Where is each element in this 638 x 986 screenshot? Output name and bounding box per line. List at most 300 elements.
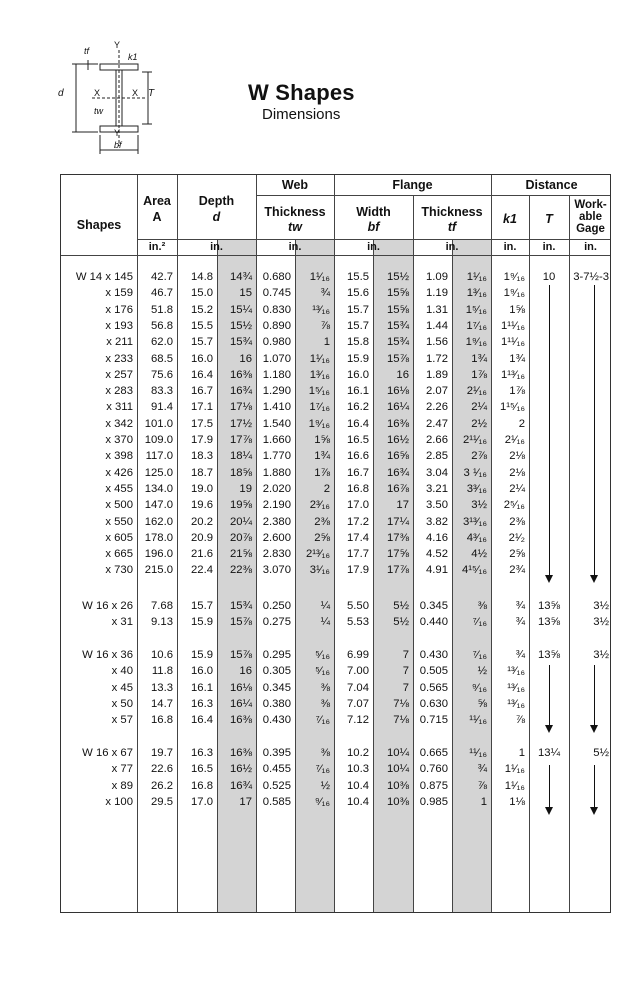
header-flange: Flange	[392, 178, 433, 192]
cell-flange-thickness-fraction: 1⁷⁄₁₆	[466, 319, 487, 332]
cell-flange-width-fraction: 15⅝	[387, 303, 409, 316]
cell-depth-fraction: 17	[239, 795, 252, 808]
cell-shape: x 176	[105, 303, 133, 316]
cell-flange-thickness-fraction: 1⁹⁄₁₆	[465, 336, 487, 349]
cell-depth-fraction: 16¼	[230, 697, 252, 710]
cell-web-thickness: 1.770	[262, 450, 291, 463]
diagram-label-tf: tf	[84, 46, 90, 56]
cell-gage: 3½	[593, 649, 609, 661]
cell-flange-thickness: 1.56	[426, 336, 448, 349]
cell-flange-width-fraction: 5½	[393, 616, 409, 629]
cell-depth-fraction: 16⅜	[230, 368, 252, 381]
cell-web-thickness-fraction: 1¹⁄₁₆	[309, 352, 330, 365]
row-divider	[256, 195, 610, 196]
cell-T: 13⅝	[538, 616, 560, 629]
cell-flange-thickness: 0.875	[419, 779, 448, 792]
cell-flange-width: 17.9	[347, 564, 369, 577]
cell-shape: x 550	[105, 515, 133, 528]
cell-T: 10	[542, 271, 556, 283]
cell-area: 62.0	[151, 336, 173, 349]
cell-depth: 18.7	[191, 466, 213, 479]
cell-k1: ¹³⁄₁₆	[507, 681, 525, 694]
cell-flange-width: 16.0	[347, 368, 369, 381]
cell-depth: 16.1	[191, 681, 213, 694]
cell-flange-width-fraction: 10¼	[387, 747, 409, 759]
cell-flange-thickness: 4.52	[426, 548, 448, 561]
down-arrow-icon	[549, 765, 550, 807]
cell-depth-fraction: 16⅜	[230, 747, 252, 759]
cell-web-thickness-fraction: 1⅝	[314, 434, 330, 446]
cell-k1: 1⅞	[509, 385, 525, 398]
header-shapes: Shapes	[76, 218, 122, 232]
cell-flange-width: 7.04	[347, 681, 369, 694]
cell-gage: 3½	[593, 600, 609, 612]
cell-web-thickness: 0.395	[262, 747, 291, 759]
cell-area: 109.0	[144, 434, 173, 446]
cell-area: 147.0	[144, 499, 173, 512]
cell-web-thickness: 2.380	[262, 515, 291, 528]
cell-depth-fraction: 16	[239, 665, 252, 678]
cell-web-thickness: 1.070	[262, 352, 291, 365]
cell-web-thickness-fraction: 1⁹⁄₁₆	[308, 417, 330, 430]
cell-k1: ¾	[515, 600, 525, 612]
cell-area: 91.4	[151, 401, 173, 414]
cell-depth: 20.9	[191, 531, 213, 544]
cell-shape: x 283	[105, 385, 133, 398]
cell-web-thickness: 0.380	[262, 697, 291, 710]
header-depth: Depth	[198, 194, 235, 208]
cell-flange-width: 10.2	[347, 747, 369, 759]
cell-flange-thickness: 1.89	[426, 368, 448, 381]
cell-flange-width-fraction: 16⅞	[387, 482, 409, 495]
cell-k1: ¹³⁄₁₆	[507, 697, 525, 710]
cell-flange-width-fraction: 10⅜	[387, 779, 409, 792]
cell-web-thickness: 0.680	[262, 271, 291, 283]
cell-flange-width-fraction: 5½	[393, 600, 409, 612]
cell-depth: 16.7	[191, 385, 213, 398]
cell-k1: 2⅜	[509, 515, 525, 528]
cell-shape: x 57	[111, 714, 133, 727]
cell-shape: W 16 x 26	[82, 600, 133, 612]
cell-depth-fraction: 15½	[230, 319, 252, 332]
cell-area: 14.7	[151, 697, 173, 710]
cell-flange-width: 15.8	[347, 336, 369, 349]
diagram-label-bf: bf	[114, 140, 122, 150]
cell-flange-width-fraction: 17	[396, 499, 409, 512]
cell-flange-width-fraction: 16⅛	[387, 385, 409, 398]
cell-flange-thickness-fraction: 3³⁄₁₆	[466, 482, 487, 495]
cell-depth-fraction: 15⅞	[230, 649, 252, 661]
cell-shape: x 45	[111, 681, 133, 694]
cell-area: 215.0	[144, 564, 173, 577]
diagram-label-y-top: Y	[114, 40, 121, 50]
cell-gage: 3-7½-3	[573, 271, 609, 283]
cell-depth-fraction: 17⅞	[230, 434, 252, 446]
cell-area: 19.7	[151, 747, 173, 759]
header-T: T	[545, 212, 553, 226]
header-k1: k1	[503, 212, 517, 226]
cell-flange-thickness: 1.09	[426, 271, 448, 283]
cell-web-thickness: 0.275	[262, 616, 291, 629]
cell-web-thickness: 0.525	[262, 779, 291, 792]
cell-flange-width: 16.1	[347, 385, 369, 398]
cell-flange-width-fraction: 16⅜	[387, 417, 409, 430]
unit-k1: in.	[503, 241, 517, 253]
cell-web-thickness-fraction: 1¹⁄₁₆	[309, 271, 330, 283]
cell-area: 56.8	[151, 319, 173, 332]
row-divider	[61, 255, 610, 256]
cell-flange-thickness-fraction: 2¹¹⁄₁₆	[462, 434, 487, 446]
cell-area: 16.8	[151, 714, 173, 727]
cell-flange-thickness-fraction: ¾	[477, 763, 487, 776]
cell-flange-width-fraction: 10¼	[387, 763, 409, 776]
cell-web-thickness-fraction: 2	[323, 482, 330, 495]
cell-depth-fraction: 16	[239, 352, 252, 365]
cell-area: 83.3	[151, 385, 173, 398]
cell-depth: 19.6	[191, 499, 213, 512]
cell-area: 162.0	[144, 515, 173, 528]
unit-T: in.	[542, 241, 556, 253]
cell-flange-width: 6.99	[347, 649, 369, 661]
cell-flange-thickness-fraction: 2⅞	[471, 450, 487, 463]
cell-shape: x 31	[111, 616, 133, 629]
cell-depth-fraction: 15¾	[230, 336, 252, 349]
cell-k1: ⅞	[515, 714, 525, 727]
cell-area: 29.5	[151, 795, 173, 808]
cell-flange-thickness: 0.760	[419, 763, 448, 776]
cell-flange-thickness: 0.440	[419, 616, 448, 629]
unit-area: in.²	[148, 241, 166, 253]
cell-depth-fraction: 16¾	[230, 779, 252, 792]
cell-depth: 15.7	[191, 336, 213, 349]
cell-gage: 3½	[593, 616, 609, 629]
cell-shape: x 50	[111, 697, 133, 710]
page-title: W Shapes	[248, 80, 355, 105]
cell-shape: x 730	[105, 564, 133, 577]
cell-k1: 2⅝	[509, 548, 525, 561]
cell-depth: 16.4	[191, 714, 213, 727]
cell-flange-thickness: 1.72	[426, 352, 448, 365]
header-web-thickness: Thickness	[264, 205, 326, 219]
cell-depth-fraction: 16⅜	[230, 714, 252, 727]
cell-k1: 1⁹⁄₁₆	[503, 287, 525, 300]
cell-flange-width-fraction: 16⅝	[387, 450, 409, 463]
cell-shape: x 342	[105, 417, 133, 430]
diagram-label-T: T	[148, 88, 155, 99]
cell-depth: 15.0	[191, 287, 213, 300]
cell-k1: 1⅝	[509, 303, 525, 316]
cell-depth-fraction: 15⅞	[230, 616, 252, 629]
cell-k1: 1	[518, 747, 525, 759]
cell-flange-width: 7.07	[347, 697, 369, 710]
cell-flange-width: 16.7	[347, 466, 369, 479]
cell-flange-width: 17.0	[347, 499, 369, 512]
cell-depth: 22.4	[191, 564, 213, 577]
cell-shape: x 40	[111, 665, 133, 678]
cell-flange-thickness-fraction: ⁷⁄₁₆	[472, 649, 487, 661]
cell-depth-fraction: 20⅞	[230, 531, 252, 544]
cell-flange-width: 16.2	[347, 401, 369, 414]
cell-area: 51.8	[151, 303, 173, 316]
cell-shape: W 16 x 36	[82, 649, 133, 661]
cell-depth: 18.3	[191, 450, 213, 463]
cell-web-thickness-fraction: ⁵⁄₁₆	[315, 665, 330, 678]
cell-web-thickness-fraction: 1⁵⁄₁₆	[308, 385, 330, 398]
cell-flange-width-fraction: 15¾	[387, 336, 409, 349]
cell-gage: 5½	[593, 747, 609, 759]
cell-flange-width-fraction: 16	[396, 368, 409, 381]
page-subtitle: Dimensions	[262, 106, 341, 123]
cell-area: 42.7	[151, 271, 173, 283]
cell-area: 7.68	[151, 600, 173, 612]
cell-web-thickness: 0.745	[262, 287, 291, 300]
header-depth-symbol: d	[212, 210, 221, 224]
cell-flange-width-fraction: 7⅛	[393, 697, 409, 710]
cell-flange-thickness: 0.630	[419, 697, 448, 710]
cell-flange-width: 16.5	[347, 434, 369, 446]
cell-flange-width-fraction: 7	[402, 681, 409, 694]
cell-flange-thickness-fraction: 1⁵⁄₁₆	[465, 303, 487, 316]
cell-web-thickness-fraction: ⁵⁄₁₆	[315, 649, 330, 661]
cell-depth-fraction: 18⅝	[230, 466, 252, 479]
cell-web-thickness: 0.430	[262, 714, 291, 727]
col-divider	[529, 195, 530, 912]
cell-web-thickness: 1.540	[262, 417, 291, 430]
cell-shape: x 257	[105, 368, 133, 381]
cell-shape: x 500	[105, 499, 133, 512]
cell-depth: 16.0	[191, 352, 213, 365]
cell-flange-thickness: 3.04	[426, 466, 448, 479]
cell-flange-width: 5.53	[347, 616, 369, 629]
cell-area: 13.3	[151, 681, 173, 694]
cell-web-thickness: 1.410	[262, 401, 291, 414]
cell-area: 196.0	[144, 548, 173, 561]
cell-flange-thickness-fraction: 3¹³⁄₁₆	[462, 515, 487, 528]
cell-area: 26.2	[151, 779, 173, 792]
cell-web-thickness-fraction: ⁹⁄₁₆	[314, 795, 330, 808]
cell-web-thickness: 1.290	[262, 385, 291, 398]
cell-flange-thickness: 3.50	[426, 499, 448, 512]
cell-flange-thickness-fraction: 4½	[471, 548, 487, 561]
cell-flange-thickness-fraction: ⅞	[477, 779, 487, 792]
cell-k1: ¹³⁄₁₆	[507, 665, 525, 678]
cell-depth: 16.4	[191, 368, 213, 381]
cell-depth-fraction: 16⅛	[230, 681, 252, 694]
cell-k1: 2¹⁄₁₆	[504, 434, 525, 446]
cell-shape: x 100	[105, 795, 133, 808]
cell-flange-thickness: 2.26	[426, 401, 448, 414]
cell-web-thickness: 2.600	[262, 531, 291, 544]
cell-flange-thickness-fraction: 2¹⁄₁₆	[466, 385, 487, 398]
cell-web-thickness: 0.585	[262, 795, 291, 808]
cell-T: 13¼	[538, 747, 560, 759]
cell-k1: 1⅛	[509, 795, 525, 808]
cell-flange-thickness-fraction: ¹¹⁄₁₆	[469, 747, 487, 759]
cell-flange-width: 16.4	[347, 417, 369, 430]
w-shape-section-diagram	[52, 40, 162, 160]
cell-flange-thickness-fraction: ⁷⁄₁₆	[472, 616, 487, 629]
cell-web-thickness: 0.250	[262, 600, 291, 612]
cell-depth-fraction: 17½	[230, 417, 252, 430]
cell-web-thickness-fraction: ⁷⁄₁₆	[315, 714, 330, 727]
cell-flange-thickness-fraction: 1¹⁄₁₆	[466, 271, 487, 283]
cell-area: 134.0	[144, 482, 173, 495]
cell-flange-thickness: 1.19	[426, 287, 448, 300]
cell-depth-fraction: 15¾	[230, 600, 252, 612]
cell-flange-width-fraction: 15⅞	[387, 352, 409, 365]
cell-flange-width-fraction: 7	[402, 649, 409, 661]
cell-depth-fraction: 17⅛	[230, 401, 252, 414]
cell-area: 46.7	[151, 287, 173, 300]
cell-k1: 1¹⁵⁄₁₆	[500, 401, 525, 414]
cell-web-thickness-fraction: 1³⁄₁₆	[309, 368, 330, 381]
cell-flange-width: 15.9	[347, 352, 369, 365]
cell-depth: 16.5	[191, 763, 213, 776]
header-flange-thickness: Thickness	[421, 205, 483, 219]
cell-flange-thickness: 2.47	[426, 417, 448, 430]
down-arrow-icon	[594, 285, 595, 575]
cell-flange-thickness: 2.07	[426, 385, 448, 398]
unit-flange-thickness: in.	[445, 241, 459, 253]
cell-depth-fraction: 21⅝	[230, 548, 252, 561]
cell-flange-thickness-fraction: ¹¹⁄₁₆	[469, 714, 487, 727]
cell-flange-width: 10.3	[347, 763, 369, 776]
cell-web-thickness: 0.345	[262, 681, 291, 694]
diagram-label-y-bottom: Y	[114, 128, 121, 138]
cell-web-thickness-fraction: ½	[320, 779, 330, 792]
diagram-label-tw: tw	[94, 106, 103, 116]
cell-depth: 17.0	[191, 795, 213, 808]
cell-area: 11.8	[151, 665, 173, 678]
cell-T: 13⅝	[538, 649, 560, 661]
cell-shape: x 193	[105, 319, 133, 332]
cell-web-thickness: 0.890	[262, 319, 291, 332]
cell-depth-fraction: 16¾	[230, 385, 252, 398]
cell-depth: 15.2	[191, 303, 213, 316]
cell-shape: x 233	[105, 352, 133, 365]
cell-flange-thickness: 1.31	[426, 303, 448, 316]
diagram-label-d: d	[58, 88, 64, 99]
header-area-symbol: A	[152, 210, 162, 224]
cell-web-thickness-fraction: 2⅝	[314, 531, 330, 544]
header-web: Web	[281, 178, 309, 192]
dimensions-table	[60, 174, 611, 913]
cell-depth: 15.9	[191, 616, 213, 629]
cell-web-thickness: 2.830	[262, 548, 291, 561]
cell-web-thickness-fraction: ¼	[320, 600, 330, 612]
cell-flange-width: 15.6	[347, 287, 369, 300]
cell-flange-width-fraction: 17⅞	[387, 564, 409, 577]
diagram-label-x-right: X	[132, 88, 139, 98]
cell-depth: 19.0	[191, 482, 213, 495]
cell-web-thickness-fraction: 1⅞	[314, 466, 330, 479]
cell-web-thickness-fraction: 1⁷⁄₁₆	[309, 401, 330, 414]
cell-shape: W 14 x 145	[75, 271, 133, 283]
cell-flange-width-fraction: 16¼	[387, 401, 409, 414]
i-beam-icon	[52, 40, 162, 160]
cell-depth-fraction: 15¼	[230, 303, 252, 316]
cell-flange-width-fraction: 15¾	[387, 319, 409, 332]
cell-web-thickness-fraction: 1	[323, 336, 330, 349]
cell-depth-fraction: 18¼	[230, 450, 252, 463]
cell-depth: 16.0	[191, 665, 213, 678]
cell-flange-width: 10.4	[347, 795, 369, 808]
cell-flange-thickness: 4.91	[426, 564, 448, 577]
cell-shape: x 455	[105, 482, 133, 495]
cell-flange-width: 5.50	[347, 600, 369, 612]
cell-area: 101.0	[144, 417, 173, 430]
cell-k1: 2⅛	[509, 450, 525, 463]
cell-flange-width-fraction: 15⅝	[387, 287, 409, 300]
cell-depth: 20.2	[191, 515, 213, 528]
header-flange-tf: tf	[447, 220, 457, 234]
cell-web-thickness: 2.190	[262, 499, 291, 512]
cell-flange-thickness: 0.345	[419, 600, 448, 612]
cell-flange-thickness-fraction: 1⅞	[471, 368, 487, 381]
cell-web-thickness-fraction: 3¹⁄₁₆	[309, 564, 330, 577]
cell-depth: 15.7	[191, 600, 213, 612]
cell-flange-width-fraction: 16½	[387, 434, 409, 446]
cell-web-thickness-fraction: 2¹³⁄₁₆	[305, 548, 330, 561]
cell-flange-width: 17.7	[347, 548, 369, 561]
cell-flange-width-fraction: 17⅝	[387, 548, 409, 561]
cell-depth-fraction: 20¼	[230, 515, 252, 528]
cell-web-thickness-fraction: ¾	[320, 287, 330, 300]
cell-shape: x 77	[111, 763, 133, 776]
col-divider	[569, 195, 570, 912]
cell-depth-fraction: 15	[239, 287, 252, 300]
cell-flange-thickness-fraction: ⅝	[477, 697, 487, 710]
cell-web-thickness-fraction: 2⅜	[314, 515, 330, 528]
cell-depth-fraction: 22⅜	[230, 564, 252, 577]
cell-flange-thickness-fraction: 3 ¹⁄₁₆	[463, 466, 487, 479]
cell-area: 125.0	[144, 466, 173, 479]
cell-flange-thickness-fraction: ⁹⁄₁₆	[471, 681, 487, 694]
cell-flange-thickness-fraction: 4³⁄₁₆	[466, 531, 487, 544]
cell-flange-thickness: 2.66	[426, 434, 448, 446]
cell-flange-thickness: 0.565	[419, 681, 448, 694]
cell-depth-fraction: 19⅝	[230, 499, 252, 512]
down-arrow-icon	[594, 665, 595, 725]
cell-shape: W 16 x 67	[82, 747, 133, 759]
header-area: Area	[143, 194, 171, 208]
cell-web-thickness: 1.660	[262, 434, 291, 446]
unit-web: in.	[288, 241, 302, 253]
cell-depth: 17.1	[191, 401, 213, 414]
cell-depth: 15.9	[191, 649, 213, 661]
cell-depth: 14.8	[191, 271, 213, 283]
cell-flange-thickness: 4.16	[426, 531, 448, 544]
cell-flange-width: 15.7	[347, 303, 369, 316]
cell-flange-width: 15.7	[347, 319, 369, 332]
cell-flange-width-fraction: 16¾	[387, 466, 409, 479]
cell-web-thickness: 0.455	[262, 763, 291, 776]
unit-flange-width: in.	[367, 241, 380, 253]
cell-k1: ¾	[515, 616, 525, 629]
cell-flange-thickness: 0.505	[419, 665, 448, 678]
cell-shape: x 665	[105, 548, 133, 561]
cell-web-thickness: 2.020	[262, 482, 291, 495]
cell-flange-width-fraction: 7⅛	[393, 714, 409, 727]
header-flange-bf: bf	[367, 220, 380, 234]
cell-flange-width-fraction: 15½	[387, 271, 409, 283]
cell-web-thickness-fraction: ⅞	[320, 319, 330, 332]
cell-area: 9.13	[151, 616, 173, 629]
cell-depth-fraction: 19	[239, 482, 252, 495]
cell-web-thickness-fraction: ⅜	[320, 697, 330, 710]
cell-k1: 2⅛	[509, 466, 525, 479]
cell-shape: x 311	[106, 401, 133, 414]
